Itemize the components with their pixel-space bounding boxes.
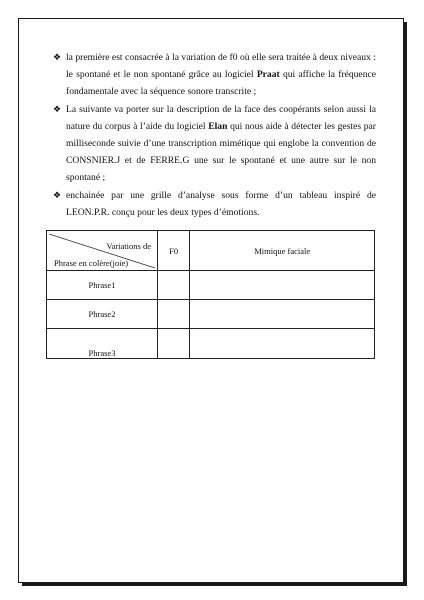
bullet-text: qui affiche la fréquence fondamentale avec la séquence sonore transcrite ; xyxy=(66,69,377,97)
row-label: Phrase1 xyxy=(47,271,158,300)
software-name-praat: Praat xyxy=(256,69,280,80)
diamond-bullet-icon: ❖ xyxy=(53,52,62,62)
table-cell xyxy=(158,300,190,329)
table-row xyxy=(47,329,375,359)
corner-top-label: Variations de xyxy=(106,241,151,251)
table-cell xyxy=(190,271,375,300)
table-cell xyxy=(190,329,375,359)
analysis-grid-table xyxy=(46,230,375,359)
bullet-item-praat xyxy=(53,49,377,100)
bullet-list xyxy=(53,49,377,221)
row-label: Phrase3 xyxy=(47,329,158,359)
table-header-row xyxy=(47,231,375,271)
software-name-elan: Elan xyxy=(208,121,228,132)
table-row xyxy=(47,271,375,300)
column-header-f0: F0 xyxy=(158,231,190,271)
bullet-item-elan xyxy=(53,101,376,186)
bullet-text: qui nous aide à détecter les gestes par milliseconde suivie d’une transcription mimétique qui englobe la convention de CONSNIER.J et de FERRE.G une sur le spontané et une autre sur le non spontané ; xyxy=(66,121,376,183)
row-label: Phrase2 xyxy=(47,300,158,329)
corner-bottom-label: Phrase en colère(joie) xyxy=(54,258,129,268)
bullet-item-grid xyxy=(53,187,376,221)
diamond-bullet-icon: ❖ xyxy=(53,190,62,200)
table-cell xyxy=(158,329,190,359)
diamond-bullet-icon: ❖ xyxy=(53,104,62,114)
table-cell xyxy=(190,300,375,329)
bullet-text: enchainée par une grille d’analyse sous forme d’un tableau inspiré de LEON.P.R. conçu pour les deux types d’émotions. xyxy=(66,190,376,218)
column-header-mimique: Mimique faciale xyxy=(190,231,375,271)
table-corner-cell xyxy=(47,231,158,271)
bullet-text: La suivante va porter sur la description de la face des coopérants selon aussi la nature du corpus à l’aide du logiciel xyxy=(66,104,376,132)
bullet-text: la première est consacrée à la variation de f0 où elle sera traitée à deux niveaux : le spontané et le non spontané grâce au logiciel xyxy=(66,52,376,80)
table-row xyxy=(47,300,375,329)
table-cell xyxy=(158,271,190,300)
